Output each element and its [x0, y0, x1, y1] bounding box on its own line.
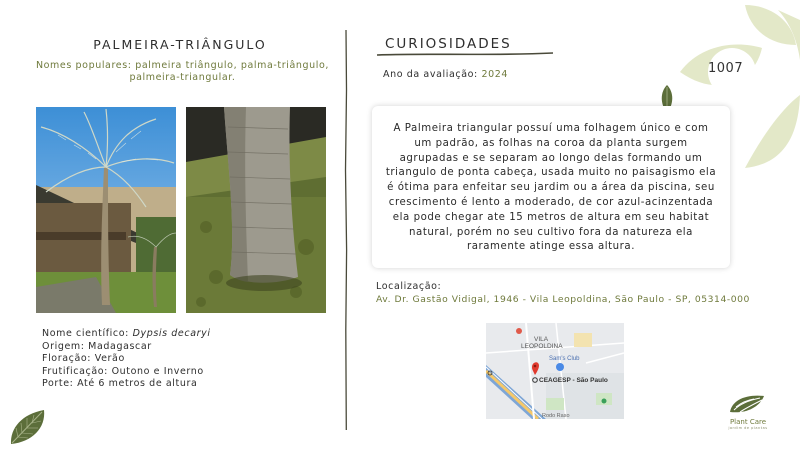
- location-label: Localização:: [376, 281, 442, 292]
- scientific-name-value: Dypsis decaryi: [132, 328, 211, 339]
- curiosities-card: [372, 106, 730, 268]
- map-poi-ceagesp: CEAGESP - São Paulo: [539, 377, 608, 384]
- map-road-label: Rodo Raso: [542, 413, 570, 419]
- year-value: 2024: [481, 69, 509, 80]
- plant-info: [42, 328, 211, 391]
- plant-care-logo-icon: [726, 392, 768, 416]
- scientific-name-label: Nome científico:: [42, 328, 133, 339]
- brand-tagline: jardim de plantas: [728, 426, 768, 430]
- section-divider: [344, 30, 348, 430]
- record-number: 1007: [708, 61, 744, 76]
- map-district-line1: VILA: [534, 336, 549, 343]
- trunk-photo: [186, 107, 326, 313]
- curiosities-text: A Palmeira triangular possuí uma folhagem único e com um padrão, as folhas na coroa da planta surgem agrupadas e se separam ao longo delas formando um triangulo de ponta cabeça, usada muito no paisagismo ela é ótima para enfeitar seu jardim ou a área da piscina, seu crescimento é lento a moderado, de cor azul-acinzentada ela pode chegar ate 15 metros de altura em seu habitat natural, porém no seu cultivo fora da natureza ela raramente atinge essa altura.: [385, 123, 717, 253]
- location-map[interactable]: [486, 323, 624, 419]
- map-poi-club: Sam's Club: [549, 356, 580, 362]
- leaf-icon: [8, 408, 48, 446]
- map-district-line2: LEOPOLDINA: [521, 343, 563, 350]
- popular-names: Nomes populares: palmeira triângulo, palma-triângulo, palmeira-triangular.: [35, 60, 330, 83]
- plant-title: PALMEIRA-TRIÂNGULO: [93, 37, 267, 52]
- location-address: Av. Dr. Gastão Vidigal, 1946 - Vila Leopoldina, São Paulo - SP, 05314-000: [376, 294, 750, 305]
- flowering-row: Floração: Verão: [42, 353, 125, 364]
- brand-name: Plant Care: [729, 418, 767, 426]
- fruiting-row: Frutificação: Outono e Inverno: [42, 365, 204, 377]
- palm-photo: [36, 107, 176, 313]
- evaluation-year: [383, 69, 508, 80]
- scientific-name-row: [42, 328, 211, 341]
- curiosities-title: CURIOSIDADES: [385, 36, 512, 52]
- title-underline: [375, 50, 555, 58]
- year-label: Ano da avaliação:: [383, 69, 482, 80]
- origin-row: Origem: Madagascar: [42, 340, 152, 352]
- size-row: Porte: Até 6 metros de altura: [42, 378, 198, 389]
